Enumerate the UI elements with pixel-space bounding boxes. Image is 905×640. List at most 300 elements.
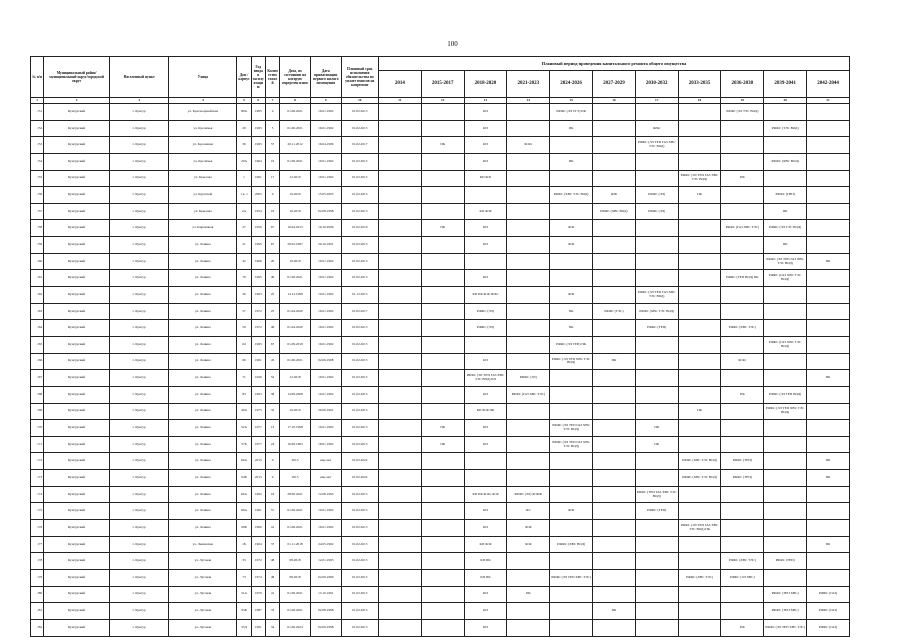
cell-date-accident: 01.06.2021	[280, 586, 311, 603]
cell-date-accident: 28.06.2021	[280, 486, 311, 503]
cell-period-work: ПК	[507, 586, 550, 603]
column-number: 8	[280, 98, 311, 104]
cell-period-work	[593, 569, 636, 586]
cell-period-work: РФФС (ЭЛ)	[635, 187, 678, 204]
cell-no: 158	[31, 220, 44, 237]
cell-municipality: Кунгурский	[44, 386, 110, 403]
cell-street: ул. Луговая	[169, 619, 237, 636]
cell-date-privatization: 10.01.1992	[310, 420, 341, 437]
cell-period-work	[635, 353, 678, 370]
cell-period-work: КП	[464, 120, 507, 137]
cell-planned-term: 01.02.2015	[341, 170, 378, 187]
cell-period-work: КП	[464, 270, 507, 287]
cell-no: 167	[31, 370, 44, 387]
cell-period-work: РФФС (ТЕП)	[764, 553, 807, 570]
cell-period-work: РФФС (ЭЛ ТЕП ГАЗ ХВС ТЭС ВОД) ПК	[678, 520, 721, 537]
cell-date-privatization: 02.08.1998	[310, 203, 341, 220]
cell-period-work: РФФС (ХВС ВОД)	[593, 203, 636, 220]
cell-period-work	[378, 386, 421, 403]
cell-municipality: Кунгурский	[44, 486, 110, 503]
cell-planned-term: 01.12.2015	[341, 287, 378, 304]
cell-locality: г. Кунгур	[110, 120, 169, 137]
cell-date-accident: 12.2010	[280, 170, 311, 187]
cell-street: ул. Ленина	[169, 336, 237, 353]
cell-floors: 49	[265, 270, 279, 287]
cell-period-work	[421, 253, 464, 270]
cell-date-accident: 01.04.2020	[280, 320, 311, 337]
cell-period-work	[593, 170, 636, 187]
cell-period-work	[807, 153, 850, 170]
cell-period-work	[593, 436, 636, 453]
cell-period-work	[764, 486, 807, 503]
cell-floors: 25	[265, 303, 279, 320]
cell-planned-term: 01.02.2015	[341, 270, 378, 287]
cell-period-work	[807, 287, 850, 304]
cell-street: ул. Крылова	[169, 170, 237, 187]
cell-period-work	[421, 303, 464, 320]
table-row	[31, 453, 850, 470]
year-header: 2018-2020	[464, 71, 507, 98]
cell-period-work	[593, 336, 636, 353]
header-street: Улица	[169, 57, 237, 98]
cell-planned-term: 01.02.2015	[341, 536, 378, 553]
cell-period-work	[550, 370, 593, 387]
cell-period-work	[678, 503, 721, 520]
cell-floors: 57	[265, 503, 279, 520]
cell-period-work: РФФС (ТЕП)	[635, 503, 678, 520]
column-number: 1	[31, 98, 44, 104]
cell-period-work: РФФС (ГАЗ)	[807, 603, 850, 620]
cell-no: 153	[31, 137, 44, 154]
cell-date-privatization: 20.09.1991	[310, 403, 341, 420]
cell-floors: 33	[265, 603, 279, 620]
cell-period-work: ПК	[807, 536, 850, 553]
cell-period-work: КП	[464, 586, 507, 603]
cell-period-work	[378, 520, 421, 537]
cell-period-work	[721, 536, 764, 553]
cell-period-work	[721, 420, 764, 437]
cell-locality: г. Кунгур	[110, 203, 169, 220]
cell-year-built: 1974	[251, 569, 265, 586]
cell-street: ул. Ленина	[169, 253, 237, 270]
cell-period-work: КП ПК	[464, 553, 507, 570]
cell-period-work	[593, 370, 636, 387]
cell-floors: 9	[265, 187, 279, 204]
cell-year-built: 1950	[251, 220, 265, 237]
cell-period-work	[593, 470, 636, 487]
cell-period-work	[378, 486, 421, 503]
cell-period-work: ПК	[593, 603, 636, 620]
cell-period-work	[678, 237, 721, 254]
cell-street: ул. Ленина	[169, 287, 237, 304]
cell-period-work	[464, 336, 507, 353]
cell-period-work	[378, 104, 421, 121]
cell-date-privatization: еще нет	[310, 453, 341, 470]
cell-period-work	[421, 270, 464, 287]
cell-period-work	[421, 553, 464, 570]
cell-street: ул. Ленина	[169, 403, 237, 420]
cell-period-work: ПК	[678, 403, 721, 420]
cell-period-work	[593, 104, 636, 121]
cell-period-work	[593, 120, 636, 137]
cell-date-accident: 01.06.2021	[280, 503, 311, 520]
cell-street: ул. Ленина	[169, 303, 237, 320]
cell-period-work: РФФС (ЭЛ ТЕП ГАЗ ХВС ТЭС ВОД)	[550, 436, 593, 453]
cell-no: 170	[31, 420, 44, 437]
cell-period-work: РФФС (ГВП)	[764, 187, 807, 204]
cell-no: 156	[31, 187, 44, 204]
cell-period-work: КП	[464, 603, 507, 620]
cell-planned-term: 01.02.2015	[341, 503, 378, 520]
cell-floors: 48	[265, 569, 279, 586]
cell-period-work: КП	[464, 153, 507, 170]
cell-planned-term: 01.02.2015	[341, 386, 378, 403]
cell-locality: г. Кунгур	[110, 104, 169, 121]
cell-no: 164	[31, 320, 44, 337]
cell-period-work: ПК	[593, 353, 636, 370]
cell-period-work	[807, 120, 850, 137]
cell-date-accident: 01.06.2021	[280, 603, 311, 620]
cell-date-privatization: 02.06.1998	[310, 353, 341, 370]
cell-municipality: Кунгурский	[44, 104, 110, 121]
cell-year-built: 1972	[251, 553, 265, 570]
cell-period-work: ПК	[421, 137, 464, 154]
cell-period-work: РФФС (ГАЗ)	[807, 586, 850, 603]
cell-period-work	[507, 553, 550, 570]
cell-period-work	[807, 104, 850, 121]
cell-street: ул. Ленина	[169, 520, 237, 537]
cell-house: 42	[237, 253, 251, 270]
cell-no: 179	[31, 569, 44, 586]
cell-period-work	[550, 403, 593, 420]
cell-year-built: 1965	[251, 237, 265, 254]
cell-period-work	[807, 237, 850, 254]
cell-date-privatization: 10.01.1992	[310, 253, 341, 270]
cell-no: 177	[31, 536, 44, 553]
cell-locality: г. Кунгур	[110, 336, 169, 353]
cell-period-work: Ф/Фс	[635, 120, 678, 137]
cell-date-privatization: 10.01.1992	[310, 287, 341, 304]
cell-street: ул. Ленина	[169, 237, 237, 254]
cell-year-built: 1965	[251, 270, 265, 287]
cell-locality: г. Кунгур	[110, 253, 169, 270]
cell-locality: г. Кунгур	[110, 237, 169, 254]
cell-period-work: ПК	[550, 153, 593, 170]
cell-period-work	[764, 520, 807, 537]
table-row	[31, 486, 850, 503]
cell-period-work	[764, 353, 807, 370]
cell-date-accident: 14.09.2008	[280, 386, 311, 403]
cell-date-accident: 08.2018	[280, 553, 311, 570]
table-row	[31, 520, 850, 537]
cell-period-work	[678, 536, 721, 553]
cell-period-work	[635, 104, 678, 121]
cell-year-built: 1964	[251, 153, 265, 170]
cell-period-work	[635, 336, 678, 353]
cell-street: ул. Крылова	[169, 203, 237, 220]
cell-period-work	[421, 503, 464, 520]
cell-planned-term: 01.02.2015	[341, 120, 378, 137]
cell-planned-term: 01.02.2015	[341, 370, 378, 387]
cell-locality: г. Кунгур	[110, 153, 169, 170]
cell-house: 83	[237, 386, 251, 403]
year-header: 2039-2041	[764, 71, 807, 98]
cell-locality: г. Кунгур	[110, 353, 169, 370]
cell-period-work: ПФФС (ХВС ВОД)	[550, 536, 593, 553]
cell-year-built: 1977	[251, 436, 265, 453]
cell-period-work	[807, 187, 850, 204]
cell-period-work: РФФС (ЭЛ ТЕП) ПК	[550, 336, 593, 353]
header-house: Дом / корпус	[237, 57, 251, 98]
cell-period-work: РФФС (ЭЛ ТЕП ХВС ТЭС)	[550, 569, 593, 586]
table-row	[31, 253, 850, 270]
cell-municipality: Кунгурский	[44, 420, 110, 437]
cell-street: ул. Ленина	[169, 453, 237, 470]
cell-period-work	[635, 170, 678, 187]
cell-year-built: 1965	[251, 104, 265, 121]
header-date-privatization: Дата приватизации первого жилого помещения	[310, 57, 341, 98]
year-header: 2030-2032	[635, 71, 678, 98]
cell-period-work: ПК	[635, 420, 678, 437]
cell-period-work	[807, 386, 850, 403]
cell-period-work	[807, 320, 850, 337]
table-row	[31, 420, 850, 437]
cell-period-work	[464, 470, 507, 487]
cell-period-work	[421, 586, 464, 603]
cell-date-accident: 29.02.1997	[280, 237, 311, 254]
cell-period-work: РФФС (ТЕП ХВС)	[764, 603, 807, 620]
cell-period-work	[635, 619, 678, 636]
cell-period-work: РФФС (ТЕП)	[721, 470, 764, 487]
table-row	[31, 353, 850, 370]
cell-period-work: ПК	[421, 436, 464, 453]
cell-period-work	[678, 320, 721, 337]
cell-floors: 41	[265, 520, 279, 537]
cell-planned-term: 01.02.2015	[341, 553, 378, 570]
cell-floors: 24	[265, 436, 279, 453]
cell-period-work	[807, 403, 850, 420]
cell-period-work	[378, 536, 421, 553]
cell-locality: г. Кунгур	[110, 320, 169, 337]
cell-period-work: РФФС (ТЭС)	[593, 303, 636, 320]
cell-no: 174	[31, 486, 44, 503]
cell-no: 178	[31, 553, 44, 570]
cell-planned-term: 01.02.2022	[341, 470, 378, 487]
cell-floors: 32	[265, 403, 279, 420]
cell-period-work	[421, 470, 464, 487]
cell-no: 181	[31, 603, 44, 620]
cell-period-work	[721, 303, 764, 320]
cell-house: 36	[237, 137, 251, 154]
cell-year-built: 1961	[251, 170, 265, 187]
cell-period-work: КП	[464, 237, 507, 254]
cell-period-work: Ф/Ф	[550, 220, 593, 237]
cell-date-privatization: 10.01.1992	[310, 370, 341, 387]
cell-date-accident: 01.06.2021	[280, 120, 311, 137]
cell-period-work	[421, 403, 464, 420]
cell-year-built: 1965	[251, 120, 265, 137]
header-municipality: Муниципальный район/муниципальный округ/городской округ	[44, 57, 110, 98]
cell-street: ул. Ленина	[169, 320, 237, 337]
cell-period-work: Ф/Ф	[550, 287, 593, 304]
cell-municipality: Кунгурский	[44, 336, 110, 353]
cell-date-privatization: 15.05.2005	[310, 187, 341, 204]
cell-floors: 9	[265, 453, 279, 470]
cell-house: 69А	[237, 503, 251, 520]
cell-floors: 17	[265, 170, 279, 187]
cell-period-work	[807, 203, 850, 220]
cell-period-work	[378, 436, 421, 453]
cell-period-work: КП ПК Ф/Фс Ф/Ф	[464, 486, 507, 503]
cell-date-privatization: 10.01.1992	[310, 120, 341, 137]
cell-street: ул. Ленина	[169, 486, 237, 503]
cell-date-accident: 01.09.2019	[280, 336, 311, 353]
cell-period-work	[507, 220, 550, 237]
cell-period-work	[764, 503, 807, 520]
cell-period-work	[593, 453, 636, 470]
cell-period-work	[421, 237, 464, 254]
cell-house: 52А	[237, 420, 251, 437]
cell-period-work	[635, 586, 678, 603]
cell-period-work	[721, 287, 764, 304]
cell-period-work	[678, 253, 721, 270]
cell-period-work: РФФС (ХВС ВОД)	[764, 153, 807, 170]
cell-period-work: РФФС (ТЕП)	[635, 320, 678, 337]
cell-locality: г. Кунгур	[110, 603, 169, 620]
column-number: 7	[265, 98, 279, 104]
cell-period-work	[507, 203, 550, 220]
cell-no: 169	[31, 403, 44, 420]
cell-planned-term: 01.02.2015	[341, 104, 378, 121]
cell-period-work	[507, 320, 550, 337]
cell-planned-term: 01.02.2019	[341, 220, 378, 237]
cell-locality: г. Кунгур	[110, 370, 169, 387]
cell-period-work: ПК	[421, 220, 464, 237]
year-header: 2024-2026	[550, 71, 593, 98]
cell-house: 1	[237, 170, 251, 187]
cell-period-work: РФФС (ХВС ТЭС ВОД)	[678, 453, 721, 470]
table-row	[31, 536, 850, 553]
cell-no: 171	[31, 436, 44, 453]
cell-period-work	[807, 270, 850, 287]
cell-house: 57Б	[237, 436, 251, 453]
capital-repair-table	[30, 56, 850, 637]
cell-locality: г. Кунгур	[110, 386, 169, 403]
cell-house: 79	[237, 270, 251, 287]
cell-period-work: ПК	[635, 436, 678, 453]
cell-locality: г. Кунгур	[110, 553, 169, 570]
table-body	[31, 104, 850, 637]
cell-period-work	[678, 287, 721, 304]
cell-date-accident: 16.2018	[280, 203, 311, 220]
cell-date-privatization: 10.01.1992	[310, 270, 341, 287]
cell-year-built: 1992	[251, 486, 265, 503]
cell-house: 31А	[237, 586, 251, 603]
header-locality: Населенный пункт	[110, 57, 169, 98]
cell-street: ул. Луговая	[169, 586, 237, 603]
cell-street: ул. Луговая	[169, 553, 237, 570]
cell-period-work	[807, 420, 850, 437]
cell-period-work	[678, 153, 721, 170]
cell-period-work	[550, 553, 593, 570]
cell-period-work: КП ПК	[464, 569, 507, 586]
cell-period-work	[550, 619, 593, 636]
cell-period-work: ПК	[550, 303, 593, 320]
cell-period-work	[378, 619, 421, 636]
cell-period-work: РФФС (ЭЛ ХВС)	[721, 569, 764, 586]
cell-floors: 16	[265, 203, 279, 220]
cell-period-work	[507, 436, 550, 453]
cell-period-work	[678, 270, 721, 287]
cell-period-work	[507, 453, 550, 470]
cell-period-work	[378, 336, 421, 353]
cell-planned-term: 01.02.2015	[341, 403, 378, 420]
cell-municipality: Кунгурский	[44, 553, 110, 570]
cell-locality: г. Кунгур	[110, 420, 169, 437]
cell-municipality: Кунгурский	[44, 370, 110, 387]
cell-municipality: Кунгурский	[44, 287, 110, 304]
cell-no: 182	[31, 619, 44, 636]
year-header: 2033-2035	[678, 71, 721, 98]
cell-house: 64	[237, 336, 251, 353]
cell-period-work	[421, 370, 464, 387]
cell-floors: 34	[265, 619, 279, 636]
cell-municipality: Кунгурский	[44, 586, 110, 603]
cell-date-accident: 14.12.1998	[280, 287, 311, 304]
cell-period-work	[378, 320, 421, 337]
cell-period-work	[550, 520, 593, 537]
column-number: 21	[807, 98, 850, 104]
cell-period-work	[593, 403, 636, 420]
cell-street: ул. Кролевная	[169, 137, 237, 154]
cell-house: 56	[237, 287, 251, 304]
cell-period-work	[807, 353, 850, 370]
cell-no: 175	[31, 503, 44, 520]
cell-period-work: РФФС (ЭЛ ТЕП ХВС ТЭС ВОД)	[550, 353, 593, 370]
year-header: 2036-2038	[721, 71, 764, 98]
cell-period-work	[550, 386, 593, 403]
cell-period-work	[721, 203, 764, 220]
cell-period-work	[507, 104, 550, 121]
cell-floors: 16	[265, 486, 279, 503]
cell-period-work	[678, 336, 721, 353]
cell-municipality: Кунгурский	[44, 470, 110, 487]
cell-date-privatization: 10.01.1992	[310, 153, 341, 170]
cell-period-work	[721, 237, 764, 254]
cell-date-accident: 01.06.2021	[280, 270, 311, 287]
cell-date-accident: 2015	[280, 453, 311, 470]
cell-date-privatization: 10.01.1992	[310, 320, 341, 337]
cell-period-work	[464, 187, 507, 204]
cell-house: 1Б	[237, 536, 251, 553]
cell-period-work: РФФС (ХВС ТЭС)	[678, 569, 721, 586]
cell-floors: 67	[265, 237, 279, 254]
cell-period-work	[421, 203, 464, 220]
cell-period-work	[764, 453, 807, 470]
cell-date-privatization: 10.01.1992	[310, 503, 341, 520]
cell-period-work	[635, 536, 678, 553]
cell-period-work: ПК	[550, 320, 593, 337]
cell-period-work: ПК	[550, 120, 593, 137]
year-header: 2015-2017	[421, 71, 464, 98]
cell-period-work	[678, 586, 721, 603]
cell-period-work: КП ПК Ф/Ф Ф/Фс	[464, 287, 507, 304]
cell-year-built: 1977	[251, 420, 265, 437]
cell-no: 159	[31, 237, 44, 254]
cell-street: ул. Красноармейская	[169, 104, 237, 121]
table-row	[31, 187, 850, 204]
cell-period-work	[721, 503, 764, 520]
